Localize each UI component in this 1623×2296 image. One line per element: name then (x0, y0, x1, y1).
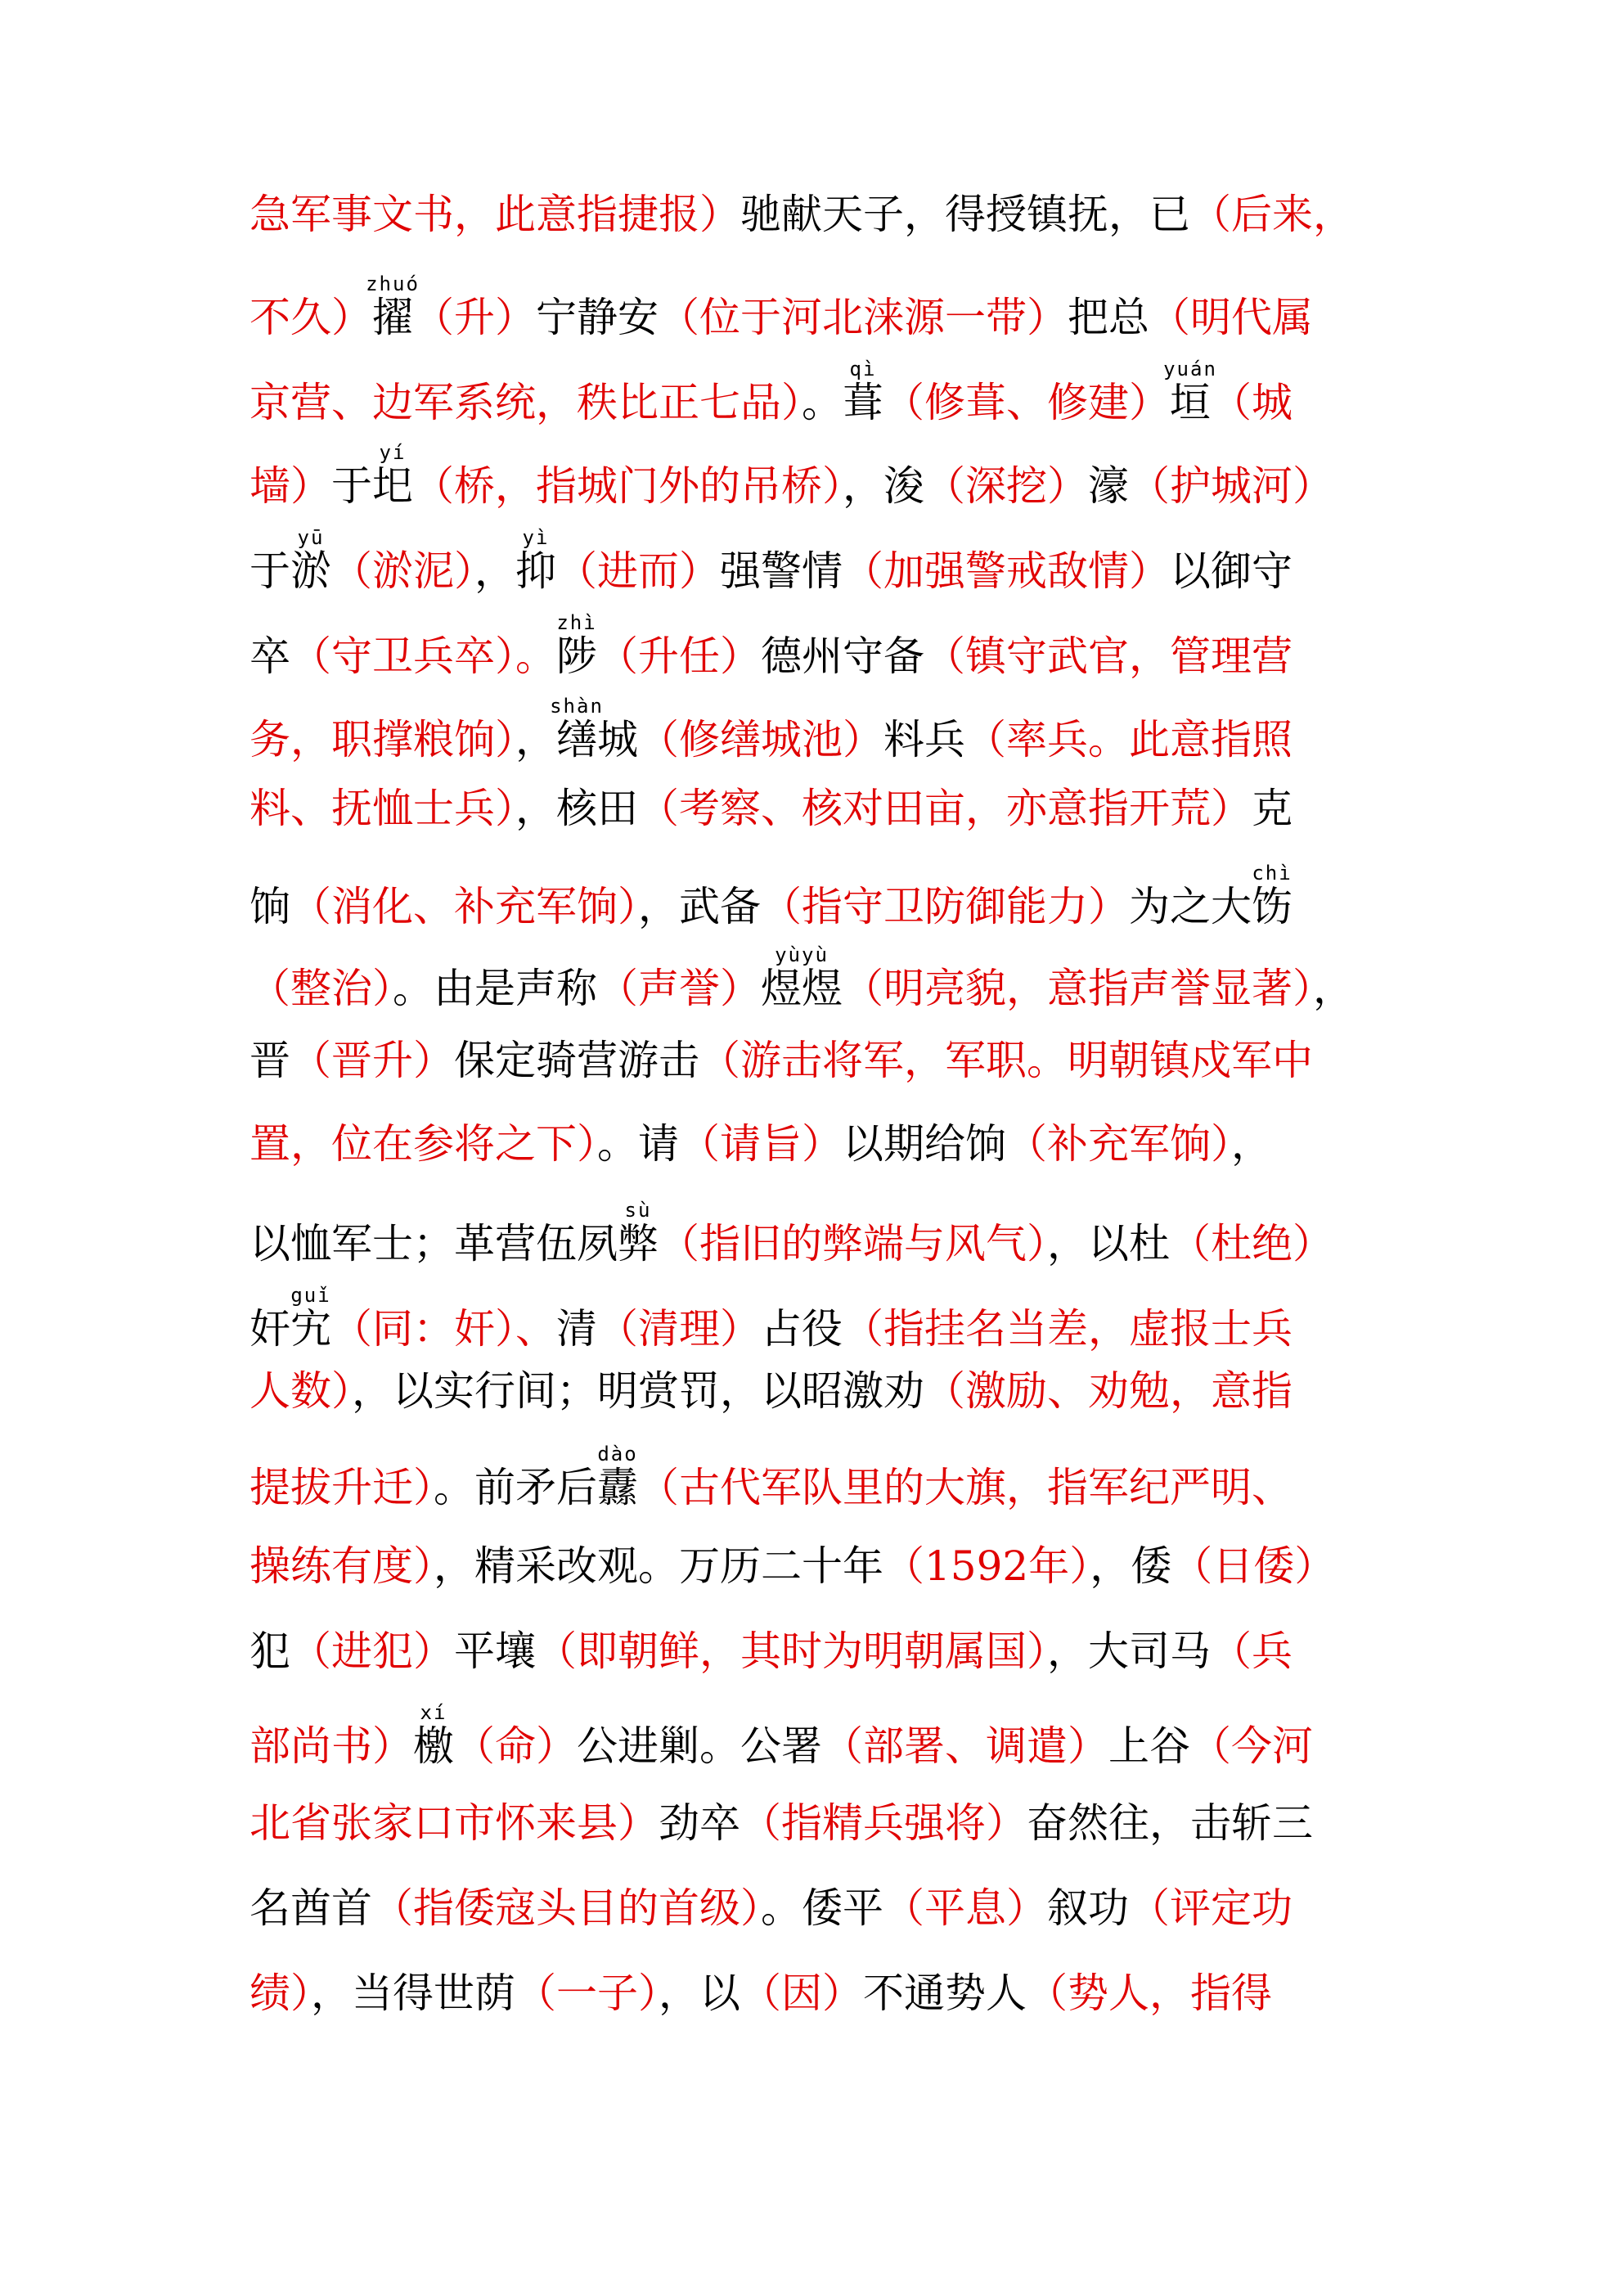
ruby-annotation (550, 695, 604, 763)
annotation-text: （即朝鲜，其时为明朝属国） (536, 1627, 1047, 1675)
body-text: 。前矛后 (434, 1464, 597, 1511)
body-text: ， (1313, 965, 1354, 1012)
text-line (250, 864, 1395, 930)
body-text: 德州守备 (761, 633, 924, 680)
body-text: 劲卒 (659, 1799, 740, 1847)
text-line (250, 272, 1395, 341)
annotated-character (597, 1443, 638, 1511)
annotated-text: 饬 (1252, 883, 1293, 930)
pinyin-label: yí (372, 441, 413, 464)
text-line (250, 443, 1395, 509)
annotation-text: （升） (413, 294, 536, 341)
annotation-text: （激励、劝勉，意指 (924, 1367, 1293, 1415)
annotation-text: （指旧的弊端与风气） (659, 1220, 1047, 1267)
body-text: 保定骑营游击 (454, 1037, 699, 1084)
annotation-text: 料、抚恤士兵） (250, 785, 515, 832)
body-text: 强警情 (720, 547, 843, 595)
pinyin-label: chì (1252, 862, 1293, 885)
text-line (250, 1286, 1395, 1352)
body-text: 宁静安 (536, 294, 659, 341)
annotation-text: 部尚书） (250, 1722, 413, 1770)
annotation-text: （因） (740, 1970, 863, 2017)
annotation-text: （游击将军，军职。明朝镇戍军中 (699, 1037, 1313, 1084)
ruby-annotation (761, 943, 843, 1012)
annotation-text: （请旨） (679, 1120, 843, 1168)
body-text: ，当得世荫 (311, 1970, 515, 2017)
annotation-text: （守卫兵卒）。 (290, 633, 556, 680)
body-text: 清 (556, 1305, 597, 1353)
text-line (250, 611, 1395, 680)
annotation-text: （淤泥） (331, 547, 474, 595)
annotation-text: （古代军队里的大旗，指军纪严明、 (638, 1464, 1293, 1511)
annotated-character (1252, 862, 1293, 930)
annotation-text: （同：奸）、 (331, 1305, 556, 1353)
annotation-text: （晋升） (290, 1037, 454, 1084)
annotated-text: 煜煜 (761, 965, 843, 1012)
annotation-text: （平息） (883, 1884, 1047, 1932)
body-text: 奸 (250, 1305, 290, 1353)
annotation-text: （1592年） (883, 1542, 1090, 1590)
annotation-text: （兵 (1211, 1627, 1293, 1675)
annotated-character (761, 943, 843, 1012)
annotated-character (366, 272, 420, 341)
body-text: 料兵 (883, 716, 965, 763)
text-line (250, 360, 1395, 425)
pinyin-label: xí (413, 1701, 454, 1724)
pinyin-label: yuán (1163, 358, 1217, 380)
annotated-text: 陟 (556, 633, 597, 680)
text-line (250, 1533, 1395, 1599)
pinyin-label: qì (843, 358, 883, 380)
text-line (250, 1445, 1395, 1510)
annotation-text: （清理） (597, 1305, 761, 1353)
body-text: 。倭平 (761, 1884, 883, 1932)
annotated-text: 缮 (550, 716, 604, 763)
text-line (250, 1201, 1395, 1267)
annotated-text: 圯 (372, 462, 413, 510)
annotated-character (515, 526, 556, 595)
annotation-text: （升任） (597, 633, 761, 680)
annotated-text: 宄 (290, 1305, 331, 1353)
annotated-text: 纛 (597, 1464, 638, 1511)
ruby-annotation (366, 272, 420, 341)
pinyin-label: zhuó (366, 272, 420, 295)
body-text: ，浚 (843, 462, 924, 510)
annotated-character (843, 358, 883, 426)
annotation-text: （评定功 (1129, 1884, 1293, 1932)
body-text: ，武备 (638, 883, 761, 930)
pinyin-label: sù (618, 1199, 659, 1222)
annotation-text: （后来， (1190, 191, 1354, 238)
body-text: 克 (1252, 785, 1293, 832)
annotation-text: （位于河北涞源一带） (659, 294, 1068, 341)
annotation-text: 提拔升迁） (250, 1464, 434, 1511)
text-line (250, 1875, 1395, 1941)
ruby-annotation (290, 526, 331, 595)
annotation-text: （指倭寇头目的首级） (372, 1884, 761, 1932)
pinyin-label: yū (290, 526, 331, 549)
text-line (250, 1358, 1395, 1424)
annotated-text: 抑 (515, 547, 556, 595)
text-line (250, 1028, 1395, 1093)
ruby-annotation (290, 1284, 331, 1353)
annotation-text: （城 (1211, 379, 1293, 426)
ruby-annotation (515, 526, 556, 595)
body-text: 以恤军士；革营伍夙 (250, 1220, 618, 1267)
body-text: ，以实行间；明赏罚，以昭激劝 (352, 1367, 924, 1415)
annotation-text: （今河 (1190, 1722, 1313, 1770)
annotation-text: （整治） (250, 965, 393, 1012)
text-line (250, 1790, 1395, 1856)
annotation-text: 墙） (250, 462, 331, 510)
annotation-text: 务，职撑粮饷） (250, 716, 515, 763)
body-text: 犯 (250, 1627, 290, 1675)
body-text: 饷 (250, 883, 290, 930)
ruby-annotation (843, 358, 883, 426)
pinyin-label: dào (597, 1443, 638, 1465)
ruby-annotation (1163, 358, 1217, 426)
ruby-annotation (413, 1701, 454, 1770)
pinyin-label: guǐ (290, 1284, 331, 1307)
annotation-text: （护城河） (1129, 462, 1333, 510)
text-line (250, 1961, 1395, 2026)
pinyin-label: yùyù (761, 943, 843, 966)
annotation-text: （修葺、修建） (883, 379, 1170, 426)
body-text: ， (1231, 1120, 1272, 1168)
body-text: 。请 (597, 1120, 679, 1168)
body-text: ， (474, 547, 515, 595)
annotation-text: （指精兵强将） (740, 1799, 1027, 1847)
annotation-text: 急军事文书，此意指捷报） (250, 191, 740, 238)
annotation-text: （进而） (556, 547, 720, 595)
body-text: 为之大 (1129, 883, 1252, 930)
body-text: ，以 (659, 1970, 740, 2017)
body-text: 以御守 (1170, 547, 1293, 595)
body-text: 上谷 (1108, 1722, 1190, 1770)
body-text: 名酋首 (250, 1884, 372, 1932)
annotation-text: （率兵。此意指照 (965, 716, 1293, 763)
body-text: 濠 (1088, 462, 1129, 510)
pinyin-label: yì (515, 526, 556, 549)
annotation-text: 绩） (250, 1970, 311, 2017)
text-line (250, 526, 1395, 595)
body-text: ，精采改观。万历二十年 (434, 1542, 883, 1590)
annotation-text: （部署、调遣） (822, 1722, 1108, 1770)
annotated-character (290, 1284, 331, 1353)
body-text: 卒 (250, 633, 290, 680)
ruby-annotation (1252, 862, 1293, 930)
annotation-text: （势人，指得 (1027, 1970, 1272, 2017)
pinyin-label: zhì (556, 611, 597, 634)
body-text: ，大司马 (1047, 1627, 1211, 1675)
annotation-text: （进犯） (290, 1627, 454, 1675)
ruby-annotation (618, 1199, 659, 1267)
annotation-text: 操练有度） (250, 1542, 434, 1590)
annotated-character (290, 526, 331, 595)
annotated-character (413, 1701, 454, 1770)
annotated-character (556, 611, 597, 680)
body-text: 不通势人 (863, 1970, 1027, 2017)
annotation-text: （声誉） (597, 965, 761, 1012)
annotation-text: 不久） (250, 294, 372, 341)
annotation-text: 北省张家口市怀来县） (250, 1799, 659, 1847)
body-text: ， (515, 716, 556, 763)
body-text: 城 (597, 716, 638, 763)
annotation-text: （修缮城池） (638, 716, 883, 763)
ruby-annotation (556, 611, 597, 680)
annotation-text: （指守卫防御能力） (761, 883, 1129, 930)
annotation-text: 人数） (250, 1367, 352, 1415)
text-line (250, 182, 1395, 247)
annotation-text: （考察、核对田亩，亦意指开荒） (638, 785, 1252, 832)
body-text: 驰献天子，得授镇抚，已 (740, 191, 1190, 238)
body-text: 占役 (761, 1305, 843, 1353)
text-line (250, 697, 1395, 763)
body-text: 。由是声称 (393, 965, 597, 1012)
text-line (250, 943, 1395, 1012)
annotation-text: （命） (454, 1722, 577, 1770)
annotated-text: 擢 (366, 294, 420, 341)
annotation-text: （深挖） (924, 462, 1088, 510)
annotated-character (372, 441, 413, 510)
annotation-text: （消化、补充军饷） (290, 883, 638, 930)
text-line (250, 1701, 1395, 1770)
text-line (250, 1111, 1395, 1177)
annotated-character (1163, 358, 1217, 426)
text-line (250, 776, 1395, 841)
annotation-text: （日倭） (1171, 1542, 1336, 1590)
body-text: ，倭 (1090, 1542, 1172, 1590)
annotation-text: （指挂名当差，虚报士兵 (843, 1305, 1293, 1353)
body-text: 平壤 (454, 1627, 536, 1675)
body-text: 晋 (250, 1037, 290, 1084)
annotated-text: 葺 (843, 379, 883, 426)
body-text: 叙功 (1047, 1884, 1129, 1932)
annotated-text: 垣 (1163, 379, 1217, 426)
body-text: 把总 (1068, 294, 1149, 341)
body-text: ，核田 (515, 785, 638, 832)
annotation-text: （镇守武官，管理营 (924, 633, 1293, 680)
body-text: 于 (250, 547, 290, 595)
annotation-text: （明亮貌，意指声誉显著） (843, 965, 1313, 1012)
annotation-text: 置，位在参将之下） (250, 1120, 597, 1168)
pinyin-label: shàn (550, 695, 604, 718)
body-text: 于 (331, 462, 372, 510)
body-text: ，以杜 (1047, 1220, 1170, 1267)
ruby-annotation (372, 441, 413, 510)
body-text: 奋然往，击斩三 (1027, 1799, 1313, 1847)
annotation-text: 京营、边军系统，秩比正七品） (250, 379, 802, 426)
annotated-character (550, 695, 604, 763)
ruby-annotation (597, 1443, 638, 1511)
annotation-text: （一子） (515, 1970, 659, 2017)
annotated-text: 檄 (413, 1722, 454, 1770)
body-text: 。 (802, 379, 843, 426)
annotated-character (618, 1199, 659, 1267)
annotation-text: （补充军饷） (1006, 1120, 1231, 1168)
body-text: 公进剿。公署 (577, 1722, 822, 1770)
annotation-text: （加强警戒敌情） (843, 547, 1170, 595)
annotation-text: （杜绝） (1170, 1220, 1333, 1267)
annotated-text: 弊 (618, 1220, 659, 1267)
body-text: 以期给饷 (843, 1120, 1006, 1168)
annotation-text: （明代属 (1149, 294, 1313, 341)
annotation-text: （桥，指城门外的吊桥） (413, 462, 843, 510)
annotated-text: 淤 (290, 547, 331, 595)
text-line (250, 1618, 1395, 1684)
